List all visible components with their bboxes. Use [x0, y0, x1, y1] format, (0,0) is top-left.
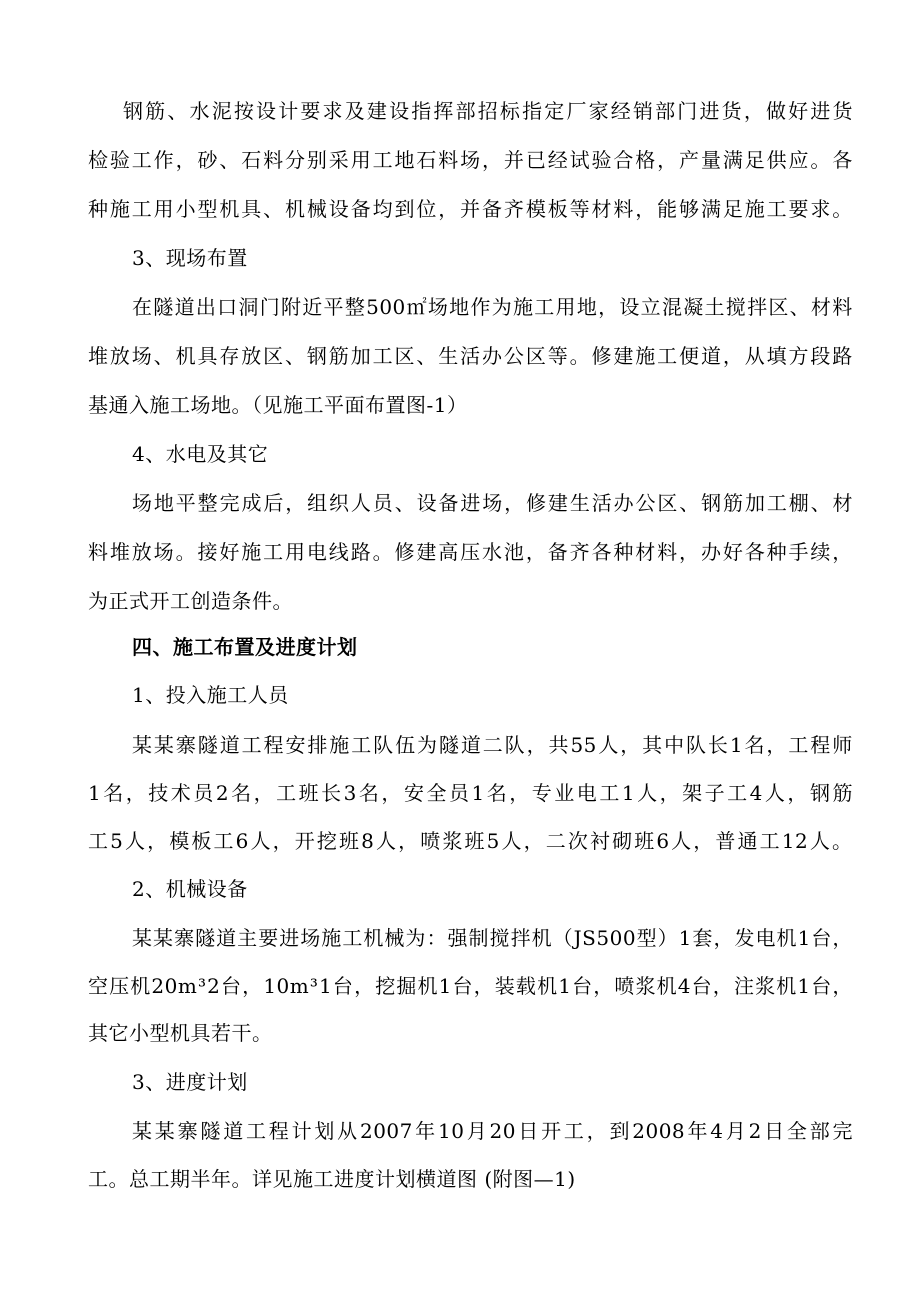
paragraph-line: 某 某 寨 隧 道 工 程 安 排 施 工 队 伍 为 隧 道 二 队 ， 共 55 人 ， 其 中 队 长 1 名 ， 工 程 师: [132, 733, 853, 757]
paragraph-line: 某 某 寨 隧 道 工 程 计 划 从 2007 年 10 月 20 日 开 工 ， 到 2008 年 4 月 2 日 全 部 完: [132, 1119, 853, 1143]
paragraph-line: 工。总工期半年。详见施工进度计划横道图 (附图—1): [88, 1167, 576, 1191]
section-heading: 2、机械设备: [132, 877, 248, 901]
paragraph-line: 料 堆 放 场 。 接 好 施 工 用 电 线 路 。 修 建 高 压 水 池 ， 备 齐 各 种 材 料 ， 办 好 各 种 手 续 ，: [88, 540, 853, 564]
paragraph-line: 基通入施工场地。（见施工平面布置图-1）: [88, 393, 468, 417]
paragraph-line: 工 5 人 ， 模 板 工 6 人 ， 开 挖 班 8 人 ， 喷 浆 班 5 人 ， 二 次 衬 砌 班 6 人 ， 普 通 工 12 人 。: [88, 829, 853, 853]
paragraph-line: 种 施 工 用 小 型 机 具 、 机 械 设 备 均 到 位 ， 并 备 齐 模 板 等 材 料 ， 能 够 满 足 施 工 要 求 。: [88, 197, 853, 221]
section-heading: 3、现场布置: [132, 246, 248, 270]
chapter-heading: 四、施工布置及进度计划: [132, 635, 358, 659]
paragraph-line: 堆 放 场 、 机 具 存 放 区 、 钢 筋 加 工 区 、 生 活 办 公 区 等 。 修 建 施 工 便 道 ， 从 填 方 段 路: [88, 344, 853, 368]
paragraph-line: 在 隧 道 出 口 洞 门 附 近 平 整 500 ㎡ 场 地 作 为 施 工 用 地 ， 设 立 混 凝 土 搅 拌 区 、 材 料: [132, 295, 853, 319]
paragraph-line: 钢 筋 、 水 泥 按 设 计 要 求 及 建 设 指 挥 部 招 标 指 定 厂 家 经 销 部 门 进 货 ， 做 好 进 货: [123, 99, 853, 123]
paragraph-line: 为正式开工创造条件。: [88, 589, 293, 613]
paragraph-line: 1 名 ， 技 术 员 2 名 ， 工 班 长 3 名 ， 安 全 员 1 名 ， 专 业 电 工 1 人 ， 架 子 工 4 人 ， 钢 筋: [88, 781, 853, 805]
section-heading: 3、进度计划: [132, 1070, 248, 1094]
paragraph-line: 其它小型机具若干。: [88, 1021, 273, 1045]
paragraph-line: 场 地 平 整 完 成 后 ， 组 织 人 员 、 设 备 进 场 ， 修 建 生 活 办 公 区 、 钢 筋 加 工 棚 、 材: [132, 491, 853, 515]
section-heading: 1、投入施工人员: [132, 683, 289, 707]
paragraph-line: 检 验 工 作 ， 砂 、 石 料 分 别 采 用 工 地 石 料 场 ， 并 已 经 试 验 合 格 ， 产 量 满 足 供 应 。 各: [88, 148, 853, 172]
paragraph-line: 某 某 寨 隧 道 主 要 进 场 施 工 机 械 为 ： 强 制 搅 拌 机 （ JS500 型 ） 1 套 ， 发 电 机 1 台 ，: [132, 926, 853, 950]
section-heading: 4、水电及其它: [132, 442, 269, 466]
paragraph-line: 空 压 机 20m ³ 2 台 ， 10m ³ 1 台 ， 挖 掘 机 1 台 ， 装 载 机 1 台 ， 喷 浆 机 4 台 ， 注 浆 机 1 台 ，: [88, 974, 853, 998]
